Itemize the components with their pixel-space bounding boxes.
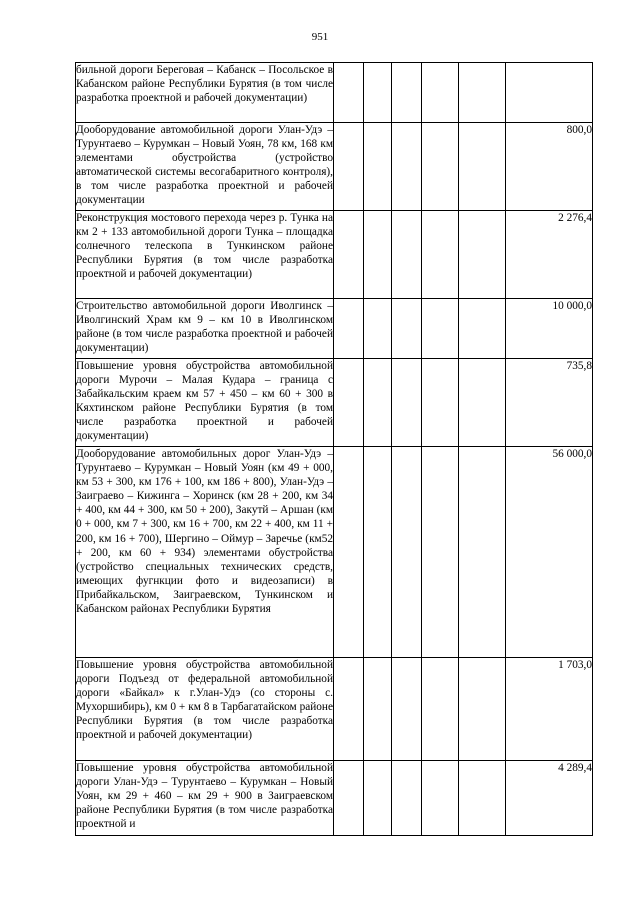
empty-cell <box>392 123 422 211</box>
empty-cell <box>392 658 422 761</box>
empty-cell <box>459 761 506 836</box>
empty-cell <box>334 447 364 658</box>
empty-cell <box>392 211 422 299</box>
empty-cell <box>392 63 422 123</box>
table-row <box>76 299 593 359</box>
empty-cell <box>364 761 392 836</box>
table-row <box>76 359 593 447</box>
table-row <box>76 123 593 211</box>
empty-cell <box>459 447 506 658</box>
row-amount <box>506 63 593 123</box>
table-row <box>76 761 593 836</box>
empty-cell <box>422 359 459 447</box>
empty-cell <box>364 63 392 123</box>
table-row <box>76 447 593 658</box>
empty-cell <box>334 299 364 359</box>
empty-cell <box>422 299 459 359</box>
empty-cell <box>392 761 422 836</box>
budget-table <box>75 62 593 836</box>
empty-cell <box>392 359 422 447</box>
row-description: бильной дороги Береговая – Кабанск – Посольское в Кабанском районе Республики Бурятия (в том числе разработка проектной и рабочей документации) <box>76 63 334 123</box>
empty-cell <box>459 63 506 123</box>
empty-cell <box>392 299 422 359</box>
empty-cell <box>459 359 506 447</box>
row-description: Реконструкция мостового перехода через р. Тунка на км 2 + 133 автомобильной дороги Тунка – площадка солнечного телескопа в Тункинском районе Республики Бурятия (в том числе разработка проектной и рабочей документации) <box>76 211 334 299</box>
empty-cell <box>459 299 506 359</box>
empty-cell <box>334 658 364 761</box>
row-amount: 10 000,0 <box>506 299 593 359</box>
empty-cell <box>459 123 506 211</box>
empty-cell <box>334 63 364 123</box>
row-description: Дооборудование автомобильной дороги Улан-Удэ – Турунтаево – Курумкан – Новый Уоян, 78 км, 168 км элементами обустройства (устройство автоматической системы весогабаритного контроля), в том числе разработка проектной и рабочей документации <box>76 123 334 211</box>
row-description: Повышение уровня обустройства автомобильной дороги Улан-Удэ – Турунтаево – Курумкан – Новый Уоян, км 29 + 460 – км 29 + 900 в Заиграевском районе Республики Бурятия (в том числе разработка проектной и <box>76 761 334 836</box>
empty-cell <box>422 211 459 299</box>
row-amount: 4 289,4 <box>506 761 593 836</box>
empty-cell <box>422 658 459 761</box>
empty-cell <box>364 447 392 658</box>
empty-cell <box>334 211 364 299</box>
empty-cell <box>392 447 422 658</box>
empty-cell <box>364 658 392 761</box>
row-amount: 56 000,0 <box>506 447 593 658</box>
empty-cell <box>364 299 392 359</box>
empty-cell <box>334 761 364 836</box>
empty-cell <box>422 761 459 836</box>
row-description: Повышение уровня обустройства автомобильной дороги Мурочи – Малая Кудара – граница с Забайкальским краем км 57 + 450 – км 60 + 300 в Кяхтинском районе Республики Бурятия (в том числе разработка проектной и рабочей документации) <box>76 359 334 447</box>
row-amount: 735,8 <box>506 359 593 447</box>
table-row <box>76 211 593 299</box>
empty-cell <box>422 447 459 658</box>
table-row <box>76 63 593 123</box>
empty-cell <box>364 211 392 299</box>
empty-cell <box>334 123 364 211</box>
empty-cell <box>459 658 506 761</box>
table-row <box>76 658 593 761</box>
empty-cell <box>364 123 392 211</box>
row-description: Повышение уровня обустройства автомобильной дороги Подъезд от федеральной автомобильной дороги «Байкал» к г.Улан-Удэ (со стороны с. Мухоршибирь), км 0 + км 8 в Тарбагатайском районе Республики Бурятия (в том числе разработка проектной и рабочей документации) <box>76 658 334 761</box>
page-number: 951 <box>311 31 329 43</box>
empty-cell <box>364 359 392 447</box>
row-amount: 2 276,4 <box>506 211 593 299</box>
row-description: Дооборудование автомобильных дорог Улан-Удэ – Турунтаево – Курумкан – Новый Уоян (км 49 + 000, км 53 + 300, км 176 + 100, км 186 + 800), Улан-Удэ – Заиграево – Кижинга – Хоринск (км 28 + 200, км 34 + 400, км 44 + 300, км 50 + 200), Закутй – Аршан (км 0 + 000, км 7 + 300, км 16 + 700, км 22 + 400, км 11 + 200, км 16 + 700), Шергино – Оймур – Заречье (км52 + 200, км 60 + 934) элементами обустройства (устройство специальных технических средств, имеющих фугнкции фото и видеозаписи) в Прибайкальском, Заиграевском, Тункинском и Кабанском районах Республики Бурятия <box>76 447 334 658</box>
row-description: Строительство автомобильной дороги Иволгинск – Иволгинский Храм км 9 – км 10 в Иволгинском районе (в том числе разработка проектной и рабочей документации) <box>76 299 334 359</box>
empty-cell <box>334 359 364 447</box>
row-amount: 1 703,0 <box>506 658 593 761</box>
empty-cell <box>459 211 506 299</box>
empty-cell <box>422 63 459 123</box>
row-amount: 800,0 <box>506 123 593 211</box>
empty-cell <box>422 123 459 211</box>
